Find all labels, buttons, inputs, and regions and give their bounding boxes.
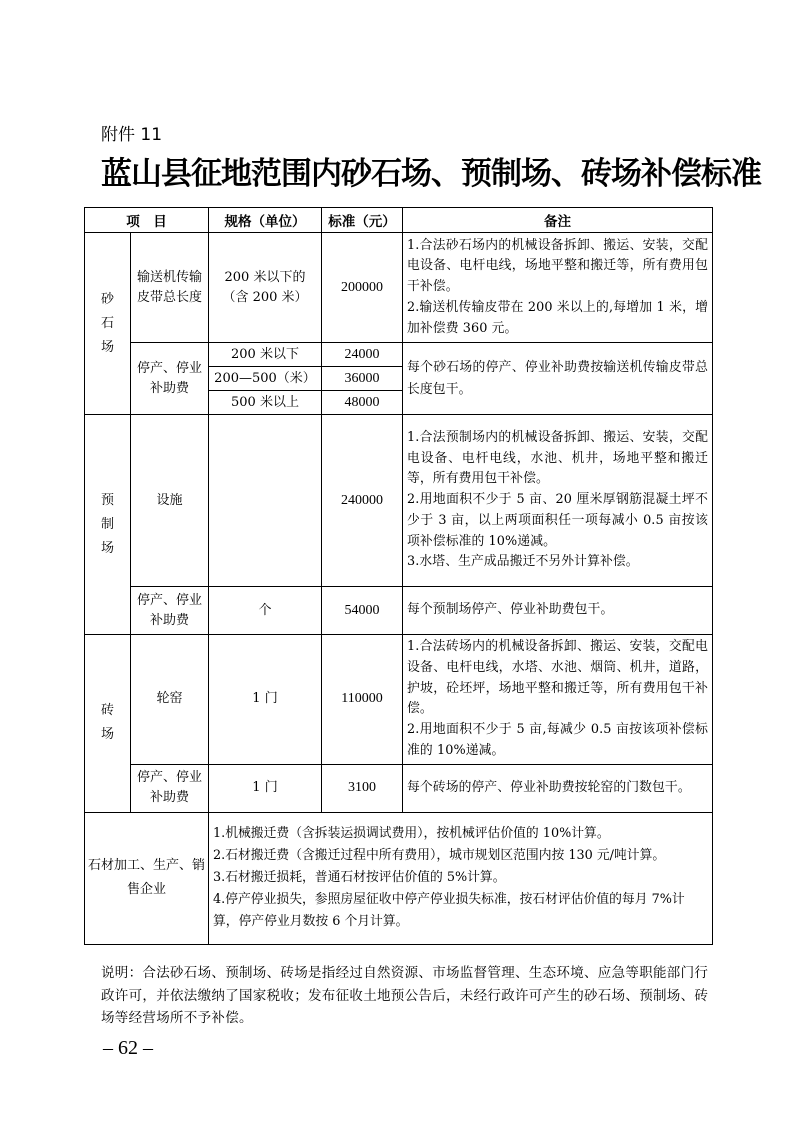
category-sand: 砂石场 — [85, 233, 131, 415]
page-number: – 62 – — [103, 1037, 153, 1059]
table-row — [85, 587, 713, 635]
table-header-row — [85, 208, 713, 233]
table-row — [85, 343, 713, 367]
spec-cell — [209, 415, 322, 587]
category-stone: 石材加工、生产、销售企业 — [85, 812, 209, 944]
table-row — [85, 764, 713, 812]
table-row — [85, 812, 713, 944]
header-remarks: 备注 — [403, 208, 713, 233]
header-standard: 标准（元） — [322, 208, 403, 233]
attachment-label: 附件 11 — [101, 125, 163, 145]
table-row — [85, 635, 713, 765]
spec-cell: 1 门 — [209, 764, 322, 812]
item-cell: 轮窑 — [131, 635, 209, 765]
item-cell: 停产、停业补助费 — [131, 587, 209, 635]
standard-cell: 240000 — [322, 415, 403, 587]
standard-cell: 36000 — [322, 367, 403, 391]
standard-cell: 54000 — [322, 587, 403, 635]
standard-cell: 24000 — [322, 343, 403, 367]
remark-cell: 每个预制场停产、停业补助费包干。 — [403, 587, 713, 635]
spec-cell: 个 — [209, 587, 322, 635]
table-row — [85, 415, 713, 587]
header-item: 项 目 — [85, 208, 209, 233]
item-cell: 停产、停业补助费 — [131, 343, 209, 415]
standard-cell: 3100 — [322, 764, 403, 812]
item-cell: 设施 — [131, 415, 209, 587]
category-brick: 砖场 — [85, 635, 131, 813]
category-precast: 预制场 — [85, 415, 131, 635]
item-cell: 输送机传输皮带总长度 — [131, 233, 209, 343]
standard-cell: 200000 — [322, 233, 403, 343]
standard-cell: 48000 — [322, 391, 403, 415]
spec-cell: 200 米以下 — [209, 343, 322, 367]
remark-cell: 每个砖场的停产、停业补助费按轮窑的门数包干。 — [403, 764, 713, 812]
remark-cell: 1.合法砂石场内的机械设备拆卸、搬运、安装，交配电设备、电杆电线，场地平整和搬迁等，所有费用包干补偿。 2.输送机传输皮带在 200 米以上的,每增加 1 米，增加补偿费 360 元。 — [403, 233, 713, 343]
standard-cell: 110000 — [322, 635, 403, 765]
item-cell: 停产、停业补助费 — [131, 764, 209, 812]
remark-cell: 1.合法预制场内的机械设备拆卸、搬运、安装，交配电设备、电杆电线，水池、机井，场地平整和搬迁等，所有费用包干补偿。 2.用地面积不少于 5 亩、20 厘米厚钢筋混凝土坪不少于 3 亩，以上两项面积任一项每减小 0.5 亩按该项补偿标准的 10%递减。 3.水塔、生产成品搬迁不另外计算补偿。 — [403, 415, 713, 587]
spec-cell: 1 门 — [209, 635, 322, 765]
header-spec: 规格（单位） — [209, 208, 322, 233]
spec-cell: 500 米以上 — [209, 391, 322, 415]
remark-cell: 每个砂石场的停产、停业补助费按输送机传输皮带总长度包干。 — [403, 343, 713, 415]
stone-remark-cell: 1.机械搬迁费（含拆装运损调试费用），按机械评估价值的 10%计算。 2.石材搬迁费（含搬迁过程中所有费用），城市规划区范围内按 130 元/吨计算。 3.石材搬迁损耗，普通石材按评估价值的 5%计算。 4.停产停业损失，参照房屋征收中停产停业损失标准，按石材评估价值的每月 7%计算，停产停业月数按 6 个月计算。 — [209, 812, 713, 944]
document-title: 蓝山县征地范围内砂石场、预制场、砖场补偿标准 — [101, 156, 761, 192]
spec-cell: 200—500（米） — [209, 367, 322, 391]
explanation-note: 说明：合法砂石场、预制场、砖场是指经过自然资源、市场监督管理、生态环境、应急等职能部门行政许可，并依法缴纳了国家税收；发布征收土地预公告后，未经行政许可产生的砂石场、预制场、砖场等经营场所不予补偿。 — [101, 965, 709, 1026]
compensation-table — [84, 207, 713, 945]
spec-cell: 200 米以下的（含 200 米） — [209, 233, 322, 343]
table-row — [85, 233, 713, 343]
remark-cell: 1.合法砖场内的机械设备拆卸、搬运、安装，交配电设备、电杆电线，水塔、水池、烟筒、机井，道路，护坡，砼坯坪，场地平整和搬迁等，所有费用包干补偿。 2.用地面积不少于 5 亩,每减少 0.5 亩按该项补偿标准的 10%递减。 — [403, 635, 713, 765]
